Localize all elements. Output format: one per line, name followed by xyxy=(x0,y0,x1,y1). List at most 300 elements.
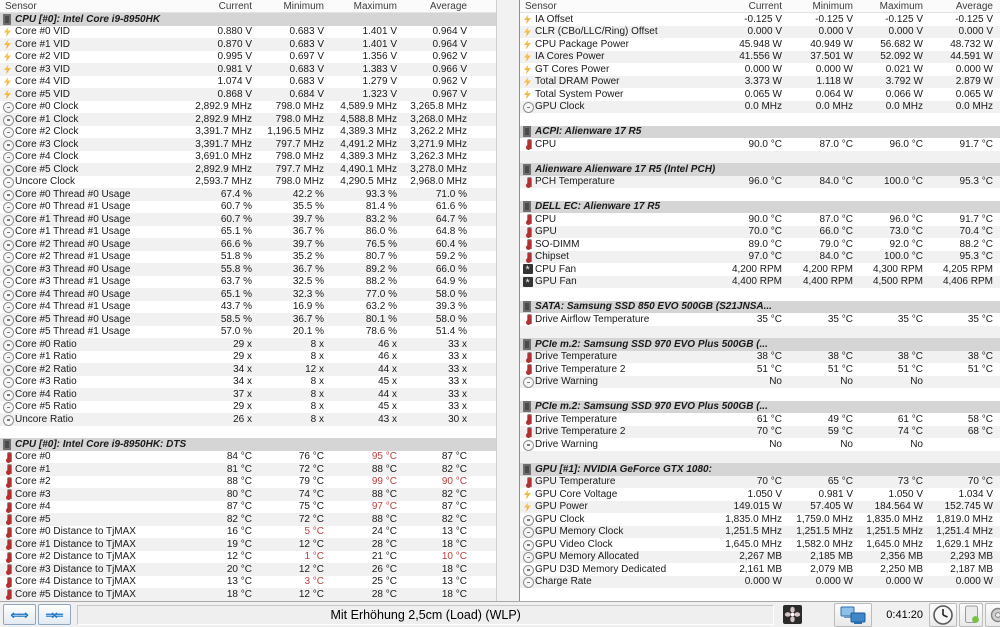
current-value: 67.4 % xyxy=(220,188,252,200)
sensor-row[interactable] xyxy=(520,488,1000,501)
minimum-value: 0.683 V xyxy=(289,26,324,38)
sensor-label: Core #0 Ratio xyxy=(15,338,77,350)
column-header-minimum[interactable]: Minimum xyxy=(283,0,324,12)
average-value: 38 °C xyxy=(967,351,993,363)
current-value: 38 °C xyxy=(756,351,782,363)
sensor-row[interactable] xyxy=(520,238,1000,251)
sensor-row[interactable] xyxy=(0,226,496,239)
sensor-row[interactable] xyxy=(0,563,496,576)
gauge-icon xyxy=(0,176,15,188)
sensor-row[interactable] xyxy=(0,63,496,76)
minimum-value: 39.7 % xyxy=(292,213,324,225)
sensor-row[interactable] xyxy=(0,363,496,376)
minimum-value: 0.683 V xyxy=(289,63,324,75)
sensor-label: Core #2 Thread #1 Usage xyxy=(15,251,131,263)
sensor-row[interactable] xyxy=(520,251,1000,264)
thermometer-icon xyxy=(520,313,535,325)
collapse-columns-button[interactable] xyxy=(38,604,71,625)
sensor-row[interactable] xyxy=(520,526,1000,539)
sensor-row[interactable] xyxy=(0,263,496,276)
current-value: 0.0 MHz xyxy=(744,101,782,113)
column-header-minimum[interactable]: Minimum xyxy=(812,0,853,12)
sensor-group-row[interactable] xyxy=(0,438,496,451)
sensor-row[interactable] xyxy=(520,426,1000,439)
sensor-row[interactable] xyxy=(0,588,496,601)
sensor-row[interactable] xyxy=(0,126,496,139)
minimum-value: 57.405 W xyxy=(810,501,853,513)
gauge-icon xyxy=(0,126,15,138)
sensor-label: Drive Temperature 2 xyxy=(535,363,626,375)
sensor-group-label: SATA: Samsung SSD 850 EVO 500GB (S21JNSA... xyxy=(535,301,772,313)
sensor-row[interactable] xyxy=(0,501,496,514)
sensor-group-label: PCIe m.2: Samsung SSD 970 EVO Plus 500GB (... xyxy=(535,401,768,413)
settings-button[interactable] xyxy=(985,603,1000,627)
minimum-value: 8 x xyxy=(310,376,324,388)
sensor-row[interactable] xyxy=(520,438,1000,451)
sensor-row[interactable] xyxy=(0,326,496,339)
sensor-row[interactable] xyxy=(0,401,496,414)
sensor-row[interactable] xyxy=(520,101,1000,114)
average-value: 0.000 V xyxy=(958,26,993,38)
maximum-value: 78.6 % xyxy=(365,326,397,338)
logging-button[interactable] xyxy=(959,603,983,627)
column-header-maximum[interactable]: Maximum xyxy=(879,0,923,12)
minimum-value: 36.7 % xyxy=(292,226,324,238)
current-value: 60.7 % xyxy=(220,213,252,225)
thermometer-icon xyxy=(520,251,535,263)
minimum-value: 59 °C xyxy=(827,426,853,438)
sensor-row[interactable] xyxy=(0,551,496,564)
average-value: 4,205 RPM xyxy=(942,263,993,275)
minimum-value: 5 °C xyxy=(304,526,324,538)
sensor-row[interactable] xyxy=(0,251,496,264)
current-value: 65.1 % xyxy=(220,288,252,300)
average-value: 64.7 % xyxy=(435,213,467,225)
current-value: 2,267 MB xyxy=(739,551,782,563)
lightning-icon xyxy=(0,51,15,63)
maximum-value: 1.323 V xyxy=(362,88,397,100)
sensor-label: GPU Video Clock xyxy=(535,538,613,550)
sensor-row[interactable] xyxy=(0,276,496,289)
column-header-sensor[interactable]: Sensor xyxy=(5,0,37,12)
current-value: 1.050 V xyxy=(747,488,782,500)
sensor-row[interactable] xyxy=(0,238,496,251)
sensor-row[interactable] xyxy=(0,288,496,301)
minimum-value: 35 °C xyxy=(827,313,853,325)
column-header-row xyxy=(520,0,1000,13)
sensor-row[interactable] xyxy=(0,101,496,114)
sensor-label: CPU xyxy=(535,213,557,225)
sensor-row[interactable] xyxy=(0,476,496,489)
minimum-value: 84.0 °C xyxy=(819,251,853,263)
minimum-value: 12 °C xyxy=(298,563,324,575)
sensor-group-row[interactable] xyxy=(0,13,496,26)
sensor-row[interactable] xyxy=(0,51,496,64)
average-value: 0.000 W xyxy=(955,576,993,588)
sensor-group-label: PCIe m.2: Samsung SSD 970 EVO Plus 500GB (... xyxy=(535,338,768,350)
thermometer-icon xyxy=(520,238,535,250)
sensor-row[interactable] xyxy=(0,26,496,39)
column-header-current[interactable]: Current xyxy=(748,0,782,12)
minimum-value: 798.0 MHz xyxy=(275,101,324,113)
average-value: 33 x xyxy=(448,401,467,413)
sensor-group-label: CPU [#0]: Intel Core i9-8950HK: DTS xyxy=(15,438,187,450)
gauge-icon xyxy=(0,151,15,163)
minimum-value: 12 x xyxy=(305,363,324,375)
maximum-value: No xyxy=(910,376,923,388)
sensor-row[interactable] xyxy=(0,163,496,176)
gear-icon xyxy=(988,605,1000,625)
sensor-row[interactable] xyxy=(520,63,1000,76)
sensor-label: GPU Power xyxy=(535,501,588,513)
sensor-label: GPU Clock xyxy=(535,513,585,525)
maximum-value: 38 °C xyxy=(897,351,923,363)
thermometer-icon xyxy=(0,551,15,563)
maximum-value: 73 °C xyxy=(897,476,923,488)
fan-icon xyxy=(520,263,535,275)
sensor-row[interactable] xyxy=(520,38,1000,51)
panel-divider[interactable] xyxy=(497,0,520,601)
sensor-row[interactable] xyxy=(0,301,496,314)
sensor-row[interactable] xyxy=(520,51,1000,64)
sensor-label: Core #4 Thread #1 Usage xyxy=(15,301,131,313)
maximum-value: 28 °C xyxy=(371,588,397,600)
current-value: 149.015 W xyxy=(733,501,782,513)
sensor-group-row[interactable] xyxy=(520,338,1000,351)
sensor-row[interactable] xyxy=(520,501,1000,514)
sensor-group-row[interactable] xyxy=(520,463,1000,476)
minimum-value: 0.683 V xyxy=(289,76,324,88)
minimum-value: 72 °C xyxy=(298,513,324,525)
thermometer-icon xyxy=(0,588,15,600)
sensor-row[interactable] xyxy=(520,363,1000,376)
sensor-row[interactable] xyxy=(0,188,496,201)
minimum-value: 0.697 V xyxy=(289,51,324,63)
maximum-value: 4,491.2 MHz xyxy=(340,138,397,150)
current-value: -0.125 V xyxy=(744,13,782,25)
sensor-row[interactable] xyxy=(0,313,496,326)
sensor-label: Uncore Clock xyxy=(15,176,76,188)
current-value: 55.8 % xyxy=(220,263,252,275)
status-bar xyxy=(0,601,1000,627)
sensor-label: Charge Rate xyxy=(535,576,592,588)
gauge-icon xyxy=(520,538,535,550)
empty-row xyxy=(520,151,1000,164)
sensor-row[interactable] xyxy=(520,263,1000,276)
sensor-row[interactable] xyxy=(0,176,496,189)
average-value: 60.4 % xyxy=(435,238,467,250)
lightning-icon xyxy=(0,88,15,100)
minimum-value: 2,185 MB xyxy=(810,551,853,563)
current-value: 70 °C xyxy=(756,476,782,488)
average-value: 91.7 °C xyxy=(959,213,993,225)
average-value: 0.0 MHz xyxy=(955,101,993,113)
sensor-label: Core #4 Clock xyxy=(15,151,79,163)
maximum-value: 2,250 MB xyxy=(880,563,923,575)
sensor-label: Drive Temperature xyxy=(535,351,618,363)
gauge-icon xyxy=(520,563,535,575)
sensor-row[interactable] xyxy=(0,513,496,526)
current-value: 82 °C xyxy=(226,513,252,525)
sensor-label: Core #2 VID xyxy=(15,51,71,63)
maximum-value: 88 °C xyxy=(371,513,397,525)
sensor-label: GPU Core Voltage xyxy=(535,488,618,500)
sensor-row[interactable] xyxy=(0,76,496,89)
empty-row xyxy=(520,451,1000,464)
sensor-row[interactable] xyxy=(0,201,496,214)
sensor-row[interactable] xyxy=(520,513,1000,526)
sensor-row[interactable] xyxy=(0,488,496,501)
empty-row xyxy=(520,326,1000,339)
average-value: 2,968.0 MHz xyxy=(410,176,467,188)
sensor-row[interactable] xyxy=(520,88,1000,101)
average-value: 33 x xyxy=(448,351,467,363)
minimum-value: 797.7 MHz xyxy=(275,138,324,150)
minimum-value: 39.7 % xyxy=(292,238,324,250)
average-value: 1,629.1 MHz xyxy=(936,538,993,550)
current-value: 66.6 % xyxy=(220,238,252,250)
sensor-row[interactable] xyxy=(0,576,496,589)
minimum-value: 38 °C xyxy=(827,351,853,363)
sensor-label: Total DRAM Power xyxy=(535,76,620,88)
sensor-row[interactable] xyxy=(520,226,1000,239)
maximum-value: 4,389.3 MHz xyxy=(340,151,397,163)
sensor-row[interactable] xyxy=(0,451,496,464)
sensor-row[interactable] xyxy=(0,388,496,401)
current-value: 2,892.9 MHz xyxy=(195,101,252,113)
current-value: 2,892.9 MHz xyxy=(195,113,252,125)
sensor-label: GPU Fan xyxy=(535,276,577,288)
current-value: 18 °C xyxy=(226,588,252,600)
average-value: 4,406 RPM xyxy=(942,276,993,288)
column-header-sensor[interactable]: Sensor xyxy=(525,0,557,12)
sensor-label: GT Cores Power xyxy=(535,63,610,75)
sensor-row[interactable] xyxy=(520,376,1000,389)
current-value: 87 °C xyxy=(226,501,252,513)
sensor-label: Drive Warning xyxy=(535,438,598,450)
sensor-row[interactable] xyxy=(0,338,496,351)
maximum-value: 4,500 RPM xyxy=(872,276,923,288)
sensor-row[interactable] xyxy=(520,563,1000,576)
average-value: 58.0 % xyxy=(435,288,467,300)
average-value: 33 x xyxy=(448,376,467,388)
maximum-value: 35 °C xyxy=(897,313,923,325)
sensor-row[interactable] xyxy=(520,213,1000,226)
sensor-group-row[interactable] xyxy=(520,301,1000,314)
thermometer-icon xyxy=(0,538,15,550)
minimum-value: 4,400 RPM xyxy=(802,276,853,288)
sensor-row[interactable] xyxy=(520,313,1000,326)
sensor-row[interactable] xyxy=(0,151,496,164)
sensor-label: PCH Temperature xyxy=(535,176,615,188)
current-value: 96.0 °C xyxy=(748,176,782,188)
minimum-value: 37.501 W xyxy=(810,51,853,63)
remote-sensor-button[interactable] xyxy=(834,603,872,627)
thermometer-icon xyxy=(520,476,535,488)
sensor-label: Core #1 VID xyxy=(15,38,71,50)
sensor-group-row[interactable] xyxy=(520,401,1000,414)
sensor-row[interactable] xyxy=(0,351,496,364)
expand-columns-icon: ⇐⇒ xyxy=(10,607,27,622)
lightning-icon xyxy=(0,26,15,38)
sensor-group-row[interactable] xyxy=(520,201,1000,214)
current-value: 1,645.0 MHz xyxy=(725,538,782,550)
sensor-row[interactable] xyxy=(0,526,496,539)
minimum-value: 1.118 W xyxy=(816,76,853,88)
maximum-value: 1.279 V xyxy=(362,76,397,88)
maximum-value: 81.4 % xyxy=(365,201,397,213)
sensor-row[interactable] xyxy=(520,576,1000,589)
thermometer-icon xyxy=(0,526,15,538)
sensor-row[interactable] xyxy=(0,113,496,126)
sensor-row[interactable] xyxy=(520,176,1000,189)
thermometer-icon xyxy=(520,363,535,375)
maximum-value: 93.3 % xyxy=(365,188,397,200)
maximum-value: 100.0 °C xyxy=(883,176,923,188)
sensor-label: CPU xyxy=(535,138,557,150)
average-value: 59.2 % xyxy=(435,251,467,263)
current-value: 2,892.9 MHz xyxy=(195,163,252,175)
average-value: 0.962 V xyxy=(432,76,467,88)
sensor-row[interactable] xyxy=(0,376,496,389)
collapse-columns-icon: ⇒⇐ xyxy=(45,607,62,622)
sensor-row[interactable] xyxy=(0,138,496,151)
gauge-icon xyxy=(0,276,15,288)
sensor-group-row[interactable] xyxy=(520,126,1000,139)
sensor-label: Core #4 xyxy=(15,501,51,513)
maximum-value: 88 °C xyxy=(371,488,397,500)
maximum-value: 83.2 % xyxy=(365,213,397,225)
maximum-value: 46 x xyxy=(378,338,397,350)
minimum-value: 0.000 W xyxy=(815,576,853,588)
sensor-rows xyxy=(0,13,496,601)
current-value: 0.000 W xyxy=(744,576,782,588)
maximum-value: 52.092 W xyxy=(880,51,923,63)
chip-icon xyxy=(0,13,15,25)
sensor-label: Core #1 Thread #1 Usage xyxy=(15,226,131,238)
average-value: 3,262.2 MHz xyxy=(410,126,467,138)
sensor-row[interactable] xyxy=(520,76,1000,89)
average-value: 152.745 W xyxy=(944,501,993,513)
current-value: 4,200 RPM xyxy=(731,263,782,275)
minimum-value: 40.949 W xyxy=(810,38,853,50)
thermometer-icon xyxy=(0,501,15,513)
minimum-value: 0.000 V xyxy=(818,26,853,38)
thermometer-icon xyxy=(520,226,535,238)
sensor-row[interactable] xyxy=(520,551,1000,564)
sensor-row[interactable] xyxy=(0,88,496,101)
minimum-value: 36.7 % xyxy=(292,263,324,275)
average-value: 1.034 V xyxy=(958,488,993,500)
current-value: 0.870 V xyxy=(217,38,252,50)
chip-icon xyxy=(520,401,535,413)
minimum-value: 65 °C xyxy=(827,476,853,488)
minimum-value: 16.9 % xyxy=(292,301,324,313)
maximum-value: 28 °C xyxy=(371,538,397,550)
minimum-value: 72 °C xyxy=(298,463,324,475)
sensor-row[interactable] xyxy=(0,463,496,476)
fan-control-button[interactable] xyxy=(780,603,804,627)
average-value: 61.6 % xyxy=(435,201,467,213)
sensor-label: Core #1 Distance to TjMAX xyxy=(15,538,136,550)
maximum-value: 25 °C xyxy=(371,576,397,588)
sensor-group-row[interactable] xyxy=(520,163,1000,176)
gauge-icon xyxy=(0,213,15,225)
current-value: 80 °C xyxy=(226,488,252,500)
current-value: 81 °C xyxy=(226,463,252,475)
sensor-row[interactable] xyxy=(520,476,1000,489)
sensor-row[interactable] xyxy=(520,413,1000,426)
average-value: 30 x xyxy=(448,413,467,425)
lightning-icon xyxy=(0,76,15,88)
current-value: 13 °C xyxy=(226,576,252,588)
column-header-maximum[interactable]: Maximum xyxy=(353,0,397,12)
column-header-average[interactable]: Average xyxy=(955,0,993,12)
minimum-value: 798.0 MHz xyxy=(275,113,324,125)
sensor-row[interactable] xyxy=(520,351,1000,364)
maximum-value: 99 °C xyxy=(371,476,397,488)
current-value: 29 x xyxy=(233,338,252,350)
sensor-row[interactable] xyxy=(520,276,1000,289)
gauge-icon xyxy=(0,363,15,375)
average-value: 0.962 V xyxy=(432,51,467,63)
clock-reset-button[interactable] xyxy=(929,603,957,627)
sensor-label: Core #3 Distance to TjMAX xyxy=(15,563,136,575)
sensor-row[interactable] xyxy=(520,26,1000,39)
sensor-group-label: ACPI: Alienware 17 R5 xyxy=(535,126,642,138)
average-value: 58.0 % xyxy=(435,313,467,325)
gauge-icon xyxy=(0,101,15,113)
minimum-value: 3 °C xyxy=(304,576,324,588)
maximum-value: No xyxy=(910,438,923,450)
sensor-row[interactable] xyxy=(0,38,496,51)
maximum-value: 1.356 V xyxy=(362,51,397,63)
expand-columns-button[interactable] xyxy=(3,604,36,625)
thermometer-icon xyxy=(0,476,15,488)
maximum-value: 96.0 °C xyxy=(889,138,923,150)
column-header-average[interactable]: Average xyxy=(429,0,467,12)
sensor-row[interactable] xyxy=(0,538,496,551)
average-value: 2.879 W xyxy=(955,76,993,88)
average-value: 95.3 °C xyxy=(959,251,993,263)
sensor-row[interactable] xyxy=(520,538,1000,551)
current-value: 0.868 V xyxy=(217,88,252,100)
custom-status-caption: Mit Erhöhung 2,5cm (Load) (WLP) xyxy=(77,605,774,625)
clock-icon xyxy=(932,604,954,626)
lightning-icon xyxy=(520,26,535,38)
maximum-value: 56.682 W xyxy=(880,38,923,50)
current-value: 12 °C xyxy=(226,551,252,563)
sensor-row[interactable] xyxy=(520,13,1000,26)
column-header-current[interactable]: Current xyxy=(218,0,252,12)
lightning-icon xyxy=(520,13,535,25)
sensor-label: Drive Temperature 2 xyxy=(535,426,626,438)
sensor-row[interactable] xyxy=(520,138,1000,151)
sensor-label: Core #1 Thread #0 Usage xyxy=(15,213,131,225)
sensor-row[interactable] xyxy=(0,413,496,426)
chip-icon xyxy=(520,201,535,213)
sensor-row[interactable] xyxy=(0,213,496,226)
maximum-value: 89.2 % xyxy=(365,263,397,275)
minimum-value: 20.1 % xyxy=(292,326,324,338)
average-value: 3,268.0 MHz xyxy=(410,113,467,125)
current-value: 2,593.7 MHz xyxy=(195,176,252,188)
minimum-value: 798.0 MHz xyxy=(275,151,324,163)
maximum-value: 88 °C xyxy=(371,463,397,475)
maximum-value: 1,835.0 MHz xyxy=(866,513,923,525)
current-value: 29 x xyxy=(233,401,252,413)
current-value: 41.556 W xyxy=(739,51,782,63)
